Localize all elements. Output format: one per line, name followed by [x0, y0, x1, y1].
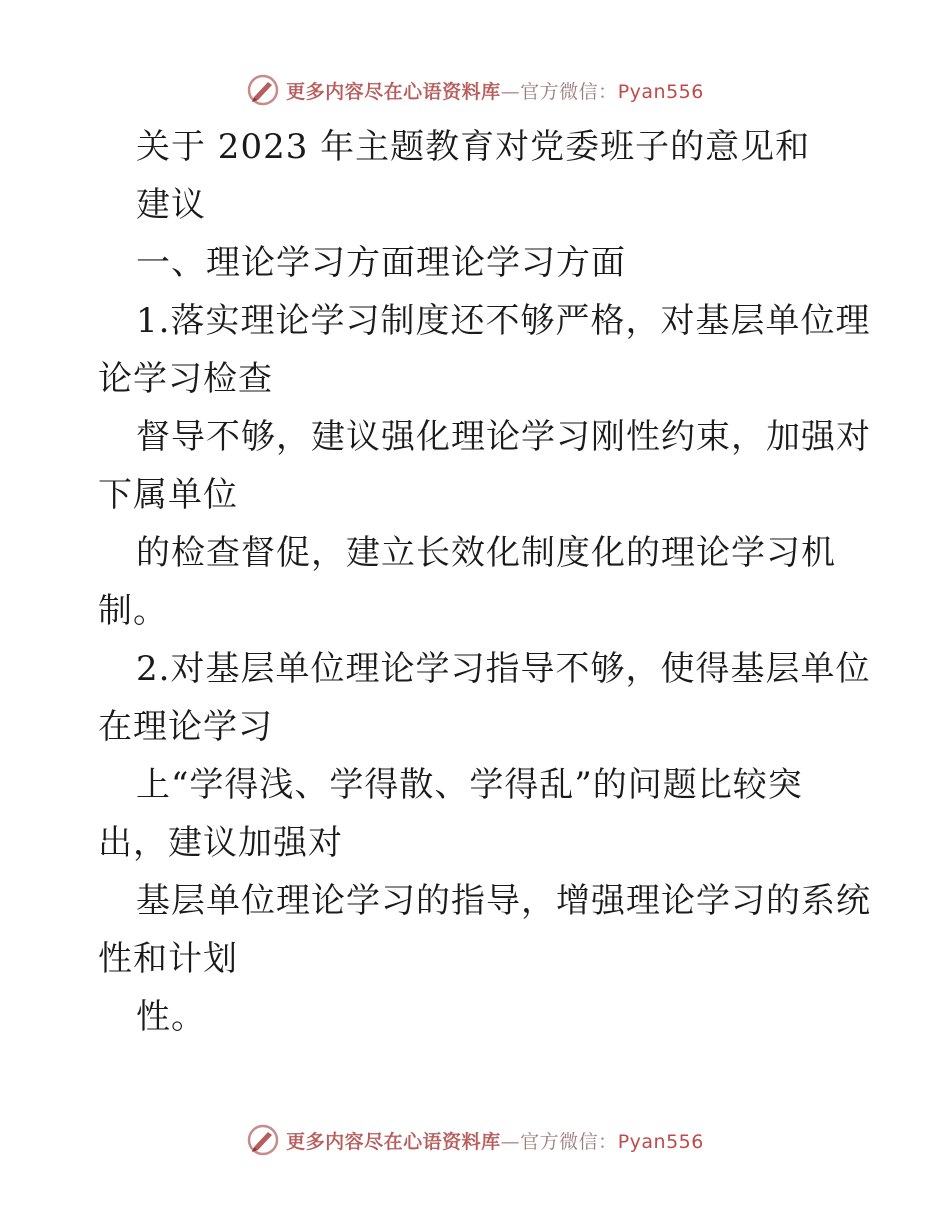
document-body — [98, 118, 871, 1046]
doc-line: 上“学得浅、学得散、学得乱”的问题比较突 — [136, 765, 803, 805]
doc-line: 的检查督促，建立长效化制度化的理论学习机 — [136, 533, 836, 573]
doc-line: 在理论学习 — [98, 707, 273, 747]
doc-line: 性和计划 — [98, 939, 238, 979]
doc-line: 制。 — [98, 591, 168, 631]
doc-line: 督导不够，建议强化理论学习刚性约束，加强对 — [136, 417, 871, 457]
watermark-id: Pyan556 — [617, 80, 704, 103]
pen-logo-icon — [246, 1123, 280, 1157]
watermark-text — [286, 1127, 704, 1154]
footer-watermark — [0, 1120, 950, 1160]
watermark-dash: — — [500, 80, 521, 103]
doc-line: 性。 — [136, 997, 206, 1037]
watermark-dash: — — [500, 1130, 521, 1153]
doc-line: 建议 — [136, 185, 206, 225]
watermark-id: Pyan556 — [617, 1130, 704, 1153]
watermark-text — [286, 77, 704, 104]
doc-line: 关于 2023 年主题教育对党委班子的意见和 — [136, 127, 811, 167]
doc-line: 下属单位 — [98, 475, 238, 515]
watermark-main: 更多内容尽在心语资料库 — [286, 80, 501, 103]
doc-line: 2.对基层单位理论学习指导不够，使得基层单位 — [136, 649, 871, 689]
doc-line: 出，建议加强对 — [98, 823, 343, 863]
pen-logo-icon — [246, 73, 280, 107]
doc-line: 基层单位理论学习的指导，增强理论学习的系统 — [136, 881, 871, 921]
doc-line: 1.落实理论学习制度还不够严格，对基层单位理 — [136, 301, 871, 341]
doc-line: 论学习检查 — [98, 359, 273, 399]
header-watermark — [0, 70, 950, 110]
doc-line: 一、理论学习方面理论学习方面 — [136, 243, 626, 283]
watermark-official: 官方微信： — [520, 1130, 618, 1153]
watermark-official: 官方微信： — [520, 80, 618, 103]
watermark-main: 更多内容尽在心语资料库 — [286, 1130, 501, 1153]
